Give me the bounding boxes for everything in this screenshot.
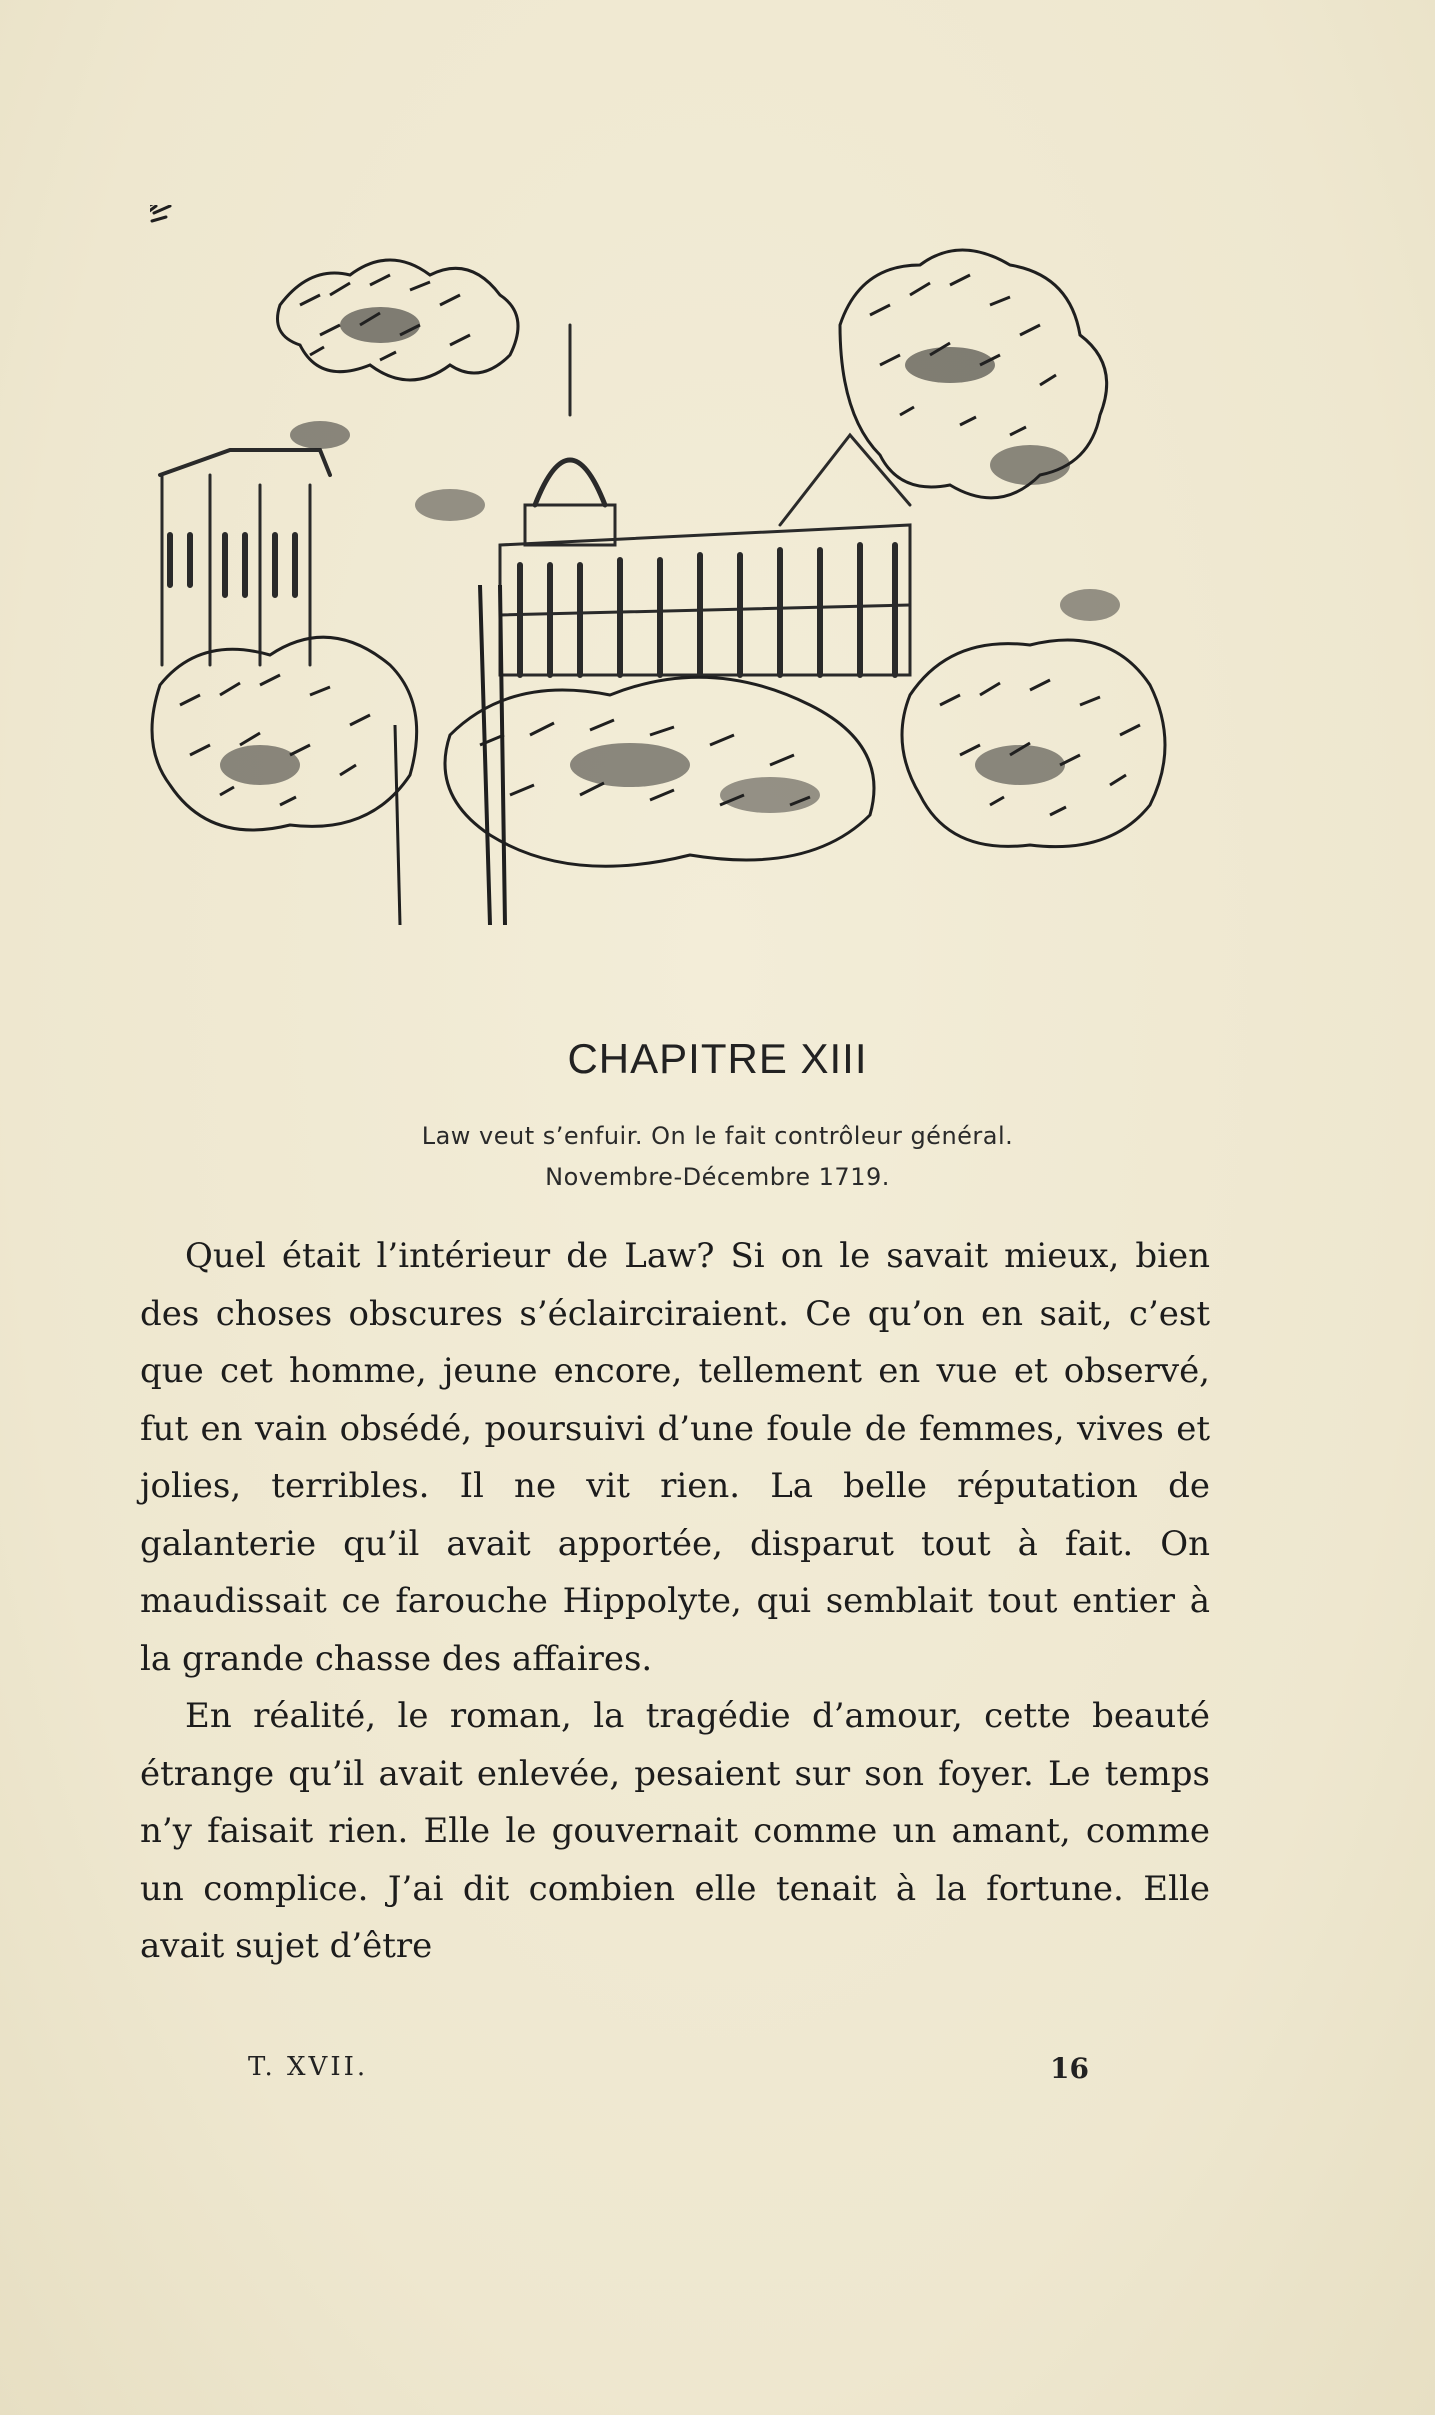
chapter-summary-line-1: Law veut s’enfuir. On le fait contrôleur général. [421,1122,1014,1150]
chapter-title: CHAPITRE XIII [567,1035,868,1082]
signature-mark: 16 [1050,2052,1089,2085]
body-text [140,1228,1210,1976]
paragraph-1: Quel était l’intérieur de Law? Si on le savait mieux, bien des choses obscures s’éclairciraient. Ce qu’on en sait, c’est que cet homme, jeune encore, tellement en vue et observé, fut en vain obsédé, poursuivi d’une foule de femmes, vives et jolies, terribles. Il ne vit rien. La belle réputation de galanterie qu’il avait apportée, disparut tout à fait. On maudissait ce farouche Hippolyte, qui semblait tout entier à la grande chasse des affaires. [140,1236,1210,1679]
engraving-illustration [150,205,1200,1005]
paragraph-2: En réalité, le roman, la tragédie d’amour, cette beauté étrange qu’il avait enlevée, pesaient sur son foyer. Le temps n’y faisait rien. Elle le gouvernait comme un amant, comme un complice. J’ai dit combien elle tenait à la fortune. Elle avait sujet d’être [140,1696,1210,1966]
chapter-summary-line-2: Novembre-Décembre 1719. [545,1163,890,1191]
volume-mark: T. XVII. [248,2052,369,2082]
